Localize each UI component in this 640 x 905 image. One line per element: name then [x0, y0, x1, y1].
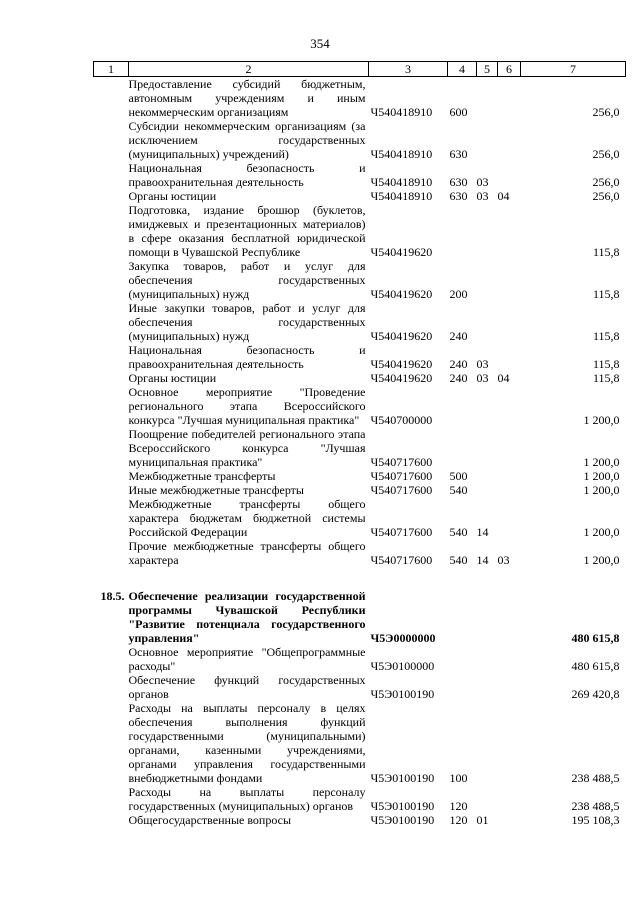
- row-expense-type: 500: [449, 469, 468, 483]
- row-subsection: [498, 645, 521, 673]
- row-amount: 115,8: [592, 329, 620, 343]
- row-target-code: Ч540717600: [370, 469, 433, 483]
- row-number: [94, 385, 129, 427]
- row-amount: 238 488,5: [571, 771, 620, 785]
- row-target-code: Ч540700000: [370, 413, 433, 427]
- table-row: [94, 483, 626, 497]
- table-row: [94, 77, 626, 120]
- row-expense-type: 100: [449, 771, 468, 785]
- row-subsection: [498, 469, 521, 483]
- row-name: Иные межбюджетные трансферты: [128, 483, 304, 497]
- row-number: [94, 189, 129, 203]
- row-number: [94, 483, 129, 497]
- row-section: 03: [476, 357, 489, 371]
- row-target-code: Ч5Э0100000: [370, 659, 435, 673]
- row-amount: 256,0: [592, 105, 620, 119]
- row-section: [477, 589, 498, 645]
- row-target-code: Ч540419620: [370, 245, 433, 259]
- row-section: [477, 785, 498, 813]
- row-name: Прочие межбюджетные трансферты общего характера: [128, 539, 366, 567]
- row-target-code: Ч540418910: [370, 189, 433, 203]
- table-header: [94, 62, 626, 77]
- row-amount: 256,0: [592, 175, 620, 189]
- row-expense-type: [448, 673, 477, 701]
- row-number: [94, 427, 129, 469]
- row-name: Расходы на выплаты персоналу в целях обеспечения выполнения функций государственными (муниципальными) органами, казенными учреждениями, органами управления государственными внебюджетными фондами: [128, 701, 366, 785]
- row-section: 03: [476, 371, 489, 385]
- table-row: [94, 673, 626, 701]
- row-name: Субсидии некоммерческим организациям (за исключением государственных (муниципальных) учреждений): [128, 119, 366, 161]
- row-number: [94, 785, 129, 813]
- row-target-code: Ч540419620: [370, 371, 433, 385]
- row-name: Предоставление субсидий бюджетным, автономным учреждениям и иным некоммерческим организациям: [128, 77, 366, 119]
- row-amount: 269 420,8: [571, 687, 620, 701]
- row-expense-type: 240: [449, 329, 468, 343]
- row-target-code: Ч540717600: [370, 553, 433, 567]
- table-row: [94, 371, 626, 385]
- row-number: [94, 539, 129, 567]
- row-number: [94, 469, 129, 483]
- row-expense-type: [448, 203, 477, 259]
- row-name: Обеспечение реализации государственной программы Чувашской Республики "Развитие потенциала государственного управления": [128, 589, 366, 645]
- row-subsection: [498, 161, 521, 189]
- row-amount: 195 108,3: [571, 813, 620, 827]
- table-row: [94, 427, 626, 469]
- row-expense-type: 200: [449, 287, 468, 301]
- row-name: Поощрение победителей регионального этапа Всероссийского конкурса "Лучшая муниципальная практика": [128, 427, 366, 469]
- header-col-7: 7: [521, 62, 626, 77]
- row-target-code: Ч5Э0100190: [370, 813, 435, 827]
- row-number: [94, 343, 129, 371]
- row-section: [477, 701, 498, 785]
- table-row: [94, 189, 626, 203]
- row-section: [477, 203, 498, 259]
- row-expense-type: 240: [449, 371, 468, 385]
- table-row: [94, 589, 626, 645]
- row-amount: 115,8: [592, 357, 620, 371]
- table-row: [94, 469, 626, 483]
- row-number: [94, 645, 129, 673]
- table-row: [94, 645, 626, 673]
- row-section: [477, 427, 498, 469]
- row-amount: 1 200,0: [583, 525, 620, 539]
- page-number: 354: [310, 36, 330, 51]
- row-number: [94, 161, 129, 189]
- row-amount: 480 615,8: [571, 631, 620, 645]
- row-amount: 238 488,5: [571, 799, 620, 813]
- row-expense-type: 630: [449, 189, 468, 203]
- row-amount: 1 200,0: [583, 469, 620, 483]
- row-subsection: [498, 483, 521, 497]
- row-number: [94, 301, 129, 343]
- spacer-row: [94, 567, 626, 589]
- table-body: [94, 77, 626, 828]
- row-number: [94, 701, 129, 785]
- row-subsection: [498, 203, 521, 259]
- row-amount: 115,8: [592, 245, 620, 259]
- row-subsection: [498, 701, 521, 785]
- row-target-code: Ч540419620: [370, 329, 433, 343]
- header-col-6: 6: [498, 62, 521, 77]
- table-row: [94, 539, 626, 567]
- row-expense-type: 540: [449, 525, 468, 539]
- row-name: Межбюджетные трансферты: [128, 469, 276, 483]
- row-subsection: [498, 427, 521, 469]
- row-name: Обеспечение функций государственных органов: [128, 673, 366, 701]
- row-expense-type: [448, 589, 477, 645]
- row-section: [477, 301, 498, 343]
- row-section: 01: [476, 813, 489, 827]
- table-row: [94, 119, 626, 161]
- row-expense-type: 540: [449, 483, 468, 497]
- row-amount: 1 200,0: [583, 483, 620, 497]
- row-name: Основное мероприятие "Общепрограммные расходы": [128, 645, 366, 673]
- row-subsection: [498, 497, 521, 539]
- row-expense-type: [448, 645, 477, 673]
- row-subsection: 04: [497, 371, 510, 385]
- row-subsection: [498, 343, 521, 371]
- row-number: [94, 371, 129, 385]
- row-subsection: [498, 119, 521, 161]
- row-amount: 256,0: [592, 189, 620, 203]
- row-expense-type: 600: [449, 105, 468, 119]
- table-row: [94, 813, 626, 827]
- row-subsection: [498, 301, 521, 343]
- spacer-cell: [94, 567, 626, 589]
- row-name: Органы юстиции: [128, 189, 217, 203]
- row-expense-type: [448, 427, 477, 469]
- row-expense-type: 540: [449, 553, 468, 567]
- table-row: [94, 301, 626, 343]
- row-target-code: Ч540418910: [370, 175, 433, 189]
- row-number: [94, 77, 129, 120]
- row-subsection: [498, 673, 521, 701]
- row-expense-type: 120: [449, 799, 468, 813]
- row-subsection: [498, 813, 521, 827]
- row-section: [477, 77, 498, 120]
- row-target-code: Ч540717600: [370, 483, 433, 497]
- header-col-5: 5: [477, 62, 498, 77]
- row-subsection: 04: [497, 189, 510, 203]
- row-section: [477, 645, 498, 673]
- row-number: [94, 259, 129, 301]
- row-amount: 115,8: [592, 287, 620, 301]
- row-target-code: Ч5Э0100190: [370, 799, 435, 813]
- row-amount: 115,8: [592, 371, 620, 385]
- row-name: Основное мероприятие "Проведение регионального этапа Всероссийского конкурса "Лучшая муниципальная практика": [128, 385, 366, 427]
- table-row: [94, 161, 626, 189]
- header-col-3: 3: [369, 62, 448, 77]
- row-number: [94, 203, 129, 259]
- table-row: [94, 785, 626, 813]
- row-section: 14: [476, 525, 489, 539]
- row-name: Национальная безопасность и правоохранительная деятельность: [128, 343, 366, 371]
- row-target-code: Ч5Э0100190: [370, 687, 435, 701]
- row-subsection: [498, 77, 521, 120]
- row-section: [477, 673, 498, 701]
- row-number: 18.5.: [100, 589, 125, 603]
- row-target-code: Ч540717600: [370, 525, 433, 539]
- table-row: [94, 203, 626, 259]
- table-row: [94, 701, 626, 785]
- row-name: Национальная безопасность и правоохранительная деятельность: [128, 161, 366, 189]
- row-target-code: Ч540419620: [370, 357, 433, 371]
- row-section: 03: [476, 175, 489, 189]
- header-col-2: 2: [129, 62, 369, 77]
- table-row: [94, 385, 626, 427]
- row-name: Органы юстиции: [128, 371, 217, 385]
- row-expense-type: 120: [449, 813, 468, 827]
- row-name: Закупка товаров, работ и услуг для обеспечения государственных (муниципальных) нужд: [128, 259, 366, 301]
- row-subsection: [498, 259, 521, 301]
- row-section: 03: [476, 189, 489, 203]
- table-row: [94, 343, 626, 371]
- row-target-code: Ч5Э0000000: [370, 631, 436, 645]
- row-number: [94, 673, 129, 701]
- row-target-code: Ч5Э0100190: [370, 771, 435, 785]
- budget-table: [93, 61, 626, 827]
- row-target-code: Ч540418910: [370, 147, 433, 161]
- row-name: Расходы на выплаты персоналу государственных (муниципальных) органов: [128, 785, 366, 813]
- row-section: [477, 483, 498, 497]
- row-target-code: Ч540419620: [370, 287, 433, 301]
- table-row: [94, 497, 626, 539]
- row-subsection: [498, 785, 521, 813]
- row-number: [94, 813, 129, 827]
- row-expense-type: 630: [449, 147, 468, 161]
- row-name: Подготовка, издание брошюр (буклетов, имиджевых и презентационных материалов) в сфере оказания бесплатной юридической помощи в Чувашской Республике: [128, 203, 366, 259]
- row-amount: 480 615,8: [571, 659, 620, 673]
- row-section: 14: [476, 553, 489, 567]
- row-expense-type: 240: [449, 357, 468, 371]
- header-col-1: 1: [94, 62, 129, 77]
- row-amount: 1 200,0: [583, 553, 620, 567]
- row-target-code: Ч540418910: [370, 105, 433, 119]
- row-subsection: [498, 385, 521, 427]
- row-section: [477, 385, 498, 427]
- row-amount: 1 200,0: [583, 413, 620, 427]
- row-name: Общегосударственные вопросы: [128, 813, 292, 827]
- row-section: [477, 119, 498, 161]
- row-expense-type: [448, 385, 477, 427]
- row-name: Иные закупки товаров, работ и услуг для обеспечения государственных (муниципальных) нужд: [128, 301, 366, 343]
- row-number: [94, 119, 129, 161]
- table-row: [94, 259, 626, 301]
- row-subsection: 03: [497, 553, 510, 567]
- row-expense-type: 630: [449, 175, 468, 189]
- row-amount: 256,0: [592, 147, 620, 161]
- row-target-code: Ч540717600: [370, 455, 433, 469]
- row-subsection: [498, 589, 521, 645]
- row-number: [94, 497, 129, 539]
- row-amount: 1 200,0: [583, 455, 620, 469]
- header-col-4: 4: [448, 62, 477, 77]
- row-section: [477, 469, 498, 483]
- row-name: Межбюджетные трансферты общего характера бюджетам бюджетной системы Российской Федерации: [128, 497, 366, 539]
- row-section: [477, 259, 498, 301]
